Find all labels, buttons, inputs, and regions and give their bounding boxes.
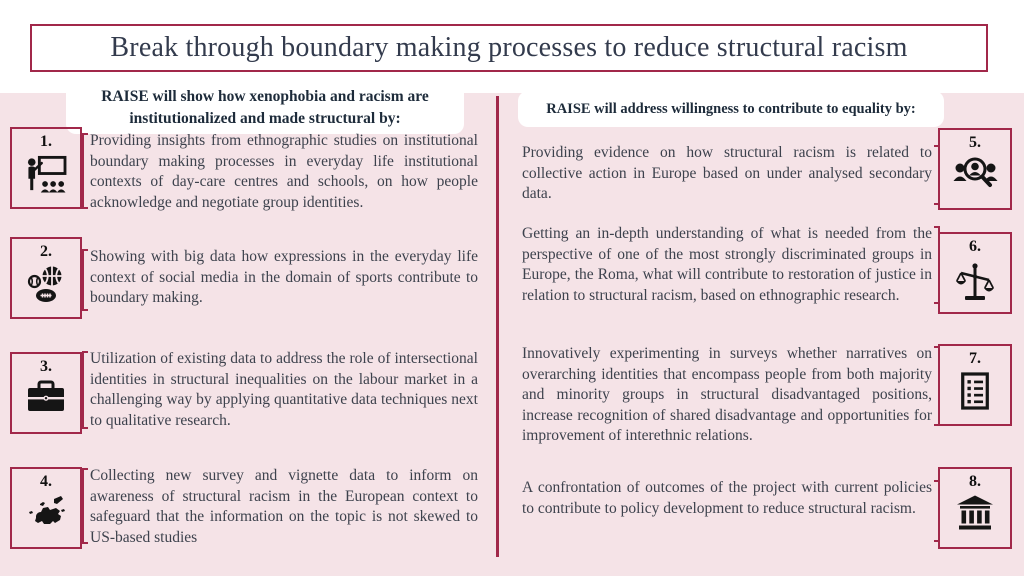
column-divider xyxy=(496,96,499,557)
justice-scale-icon xyxy=(955,260,995,302)
page-title: Break through boundary making processes to reduce structural racism xyxy=(110,32,908,63)
briefcase-icon xyxy=(26,380,66,414)
item-2-number: 2. xyxy=(40,243,52,260)
presentation-icon xyxy=(25,155,67,193)
text-bracket xyxy=(82,249,88,311)
text-bracket xyxy=(934,226,940,304)
item-3-number: 3. xyxy=(40,358,52,375)
right-column-header xyxy=(518,91,944,127)
sports-balls-icon xyxy=(26,265,66,303)
item-6-text: Getting an in-depth understanding of what is needed from the perspective of one of the most strongly discriminated groups in Europe, the Roma, what will contribute to restoration of justice in relation to structural racism, based on ethnographic research. xyxy=(522,225,932,304)
item-8-icon-box xyxy=(938,467,1012,549)
item-8-number: 8. xyxy=(969,473,981,490)
text-bracket xyxy=(934,346,940,426)
item-6-icon-box xyxy=(938,232,1012,314)
item-6-number: 6. xyxy=(969,238,981,255)
item-7-icon-box xyxy=(938,344,1012,426)
text-bracket xyxy=(82,468,88,544)
item-3-icon-box xyxy=(10,352,82,434)
text-bracket xyxy=(934,145,940,205)
item-2-icon-box xyxy=(10,237,82,319)
text-bracket xyxy=(934,480,940,542)
audience-search-icon xyxy=(952,156,998,190)
item-5-number: 5. xyxy=(969,134,981,151)
text-bracket xyxy=(82,133,88,209)
item-3-text: Utilization of existing data to address the role of intersectional identities in structural inequalities on the labour market in a challenging way by applying quantitative data techniques next to qualitative research. xyxy=(90,350,478,429)
item-4-text: Collecting new survey and vignette data to inform on awareness of structural racism in the European context to safeguard that the information on the topic is not skewed to US-based studies xyxy=(90,467,478,546)
item-7-text: Innovatively experimenting in surveys whether narratives on overarching identities that encompass people from both majority and minority groups in structural disadvantaged positions, increase recognition of shared disadvantage and opportunities for improvement of interethnic relations. xyxy=(522,345,932,444)
item-1-number: 1. xyxy=(40,133,52,150)
checklist-icon xyxy=(958,372,992,410)
text-bracket xyxy=(82,351,88,429)
item-1-text: Providing insights from ethnographic studies on institutional boundary making processes in everyday life institutional contexts of day-care centres and schools, on how people acknowledge and negotiate group identities. xyxy=(90,132,478,211)
title-box xyxy=(30,24,988,72)
item-5-icon-box xyxy=(938,128,1012,210)
item-8-text: A confrontation of outcomes of the project with current policies to contribute to policy development to reduce structural racism. xyxy=(522,479,932,517)
bank-icon xyxy=(955,495,995,531)
left-column-header-text: RAISE will show how xenophobia and racism are institutionalized and made structural by: xyxy=(101,88,429,127)
item-5-text: Providing evidence on how structural racism is related to collective action in Europe based on under analysed secondary data. xyxy=(522,144,932,202)
item-4-icon-box xyxy=(10,467,82,549)
item-7-number: 7. xyxy=(969,350,981,367)
item-1-icon-box xyxy=(10,127,82,209)
europe-map-icon xyxy=(25,495,67,529)
item-2-text: Showing with big data how expressions in the everyday life context of social media in the domain of sports contribute to boundary making. xyxy=(90,248,478,306)
item-4-number: 4. xyxy=(40,473,52,490)
left-column-header xyxy=(66,82,464,134)
right-column-header-text: RAISE will address willingness to contribute to equality by: xyxy=(546,100,916,117)
